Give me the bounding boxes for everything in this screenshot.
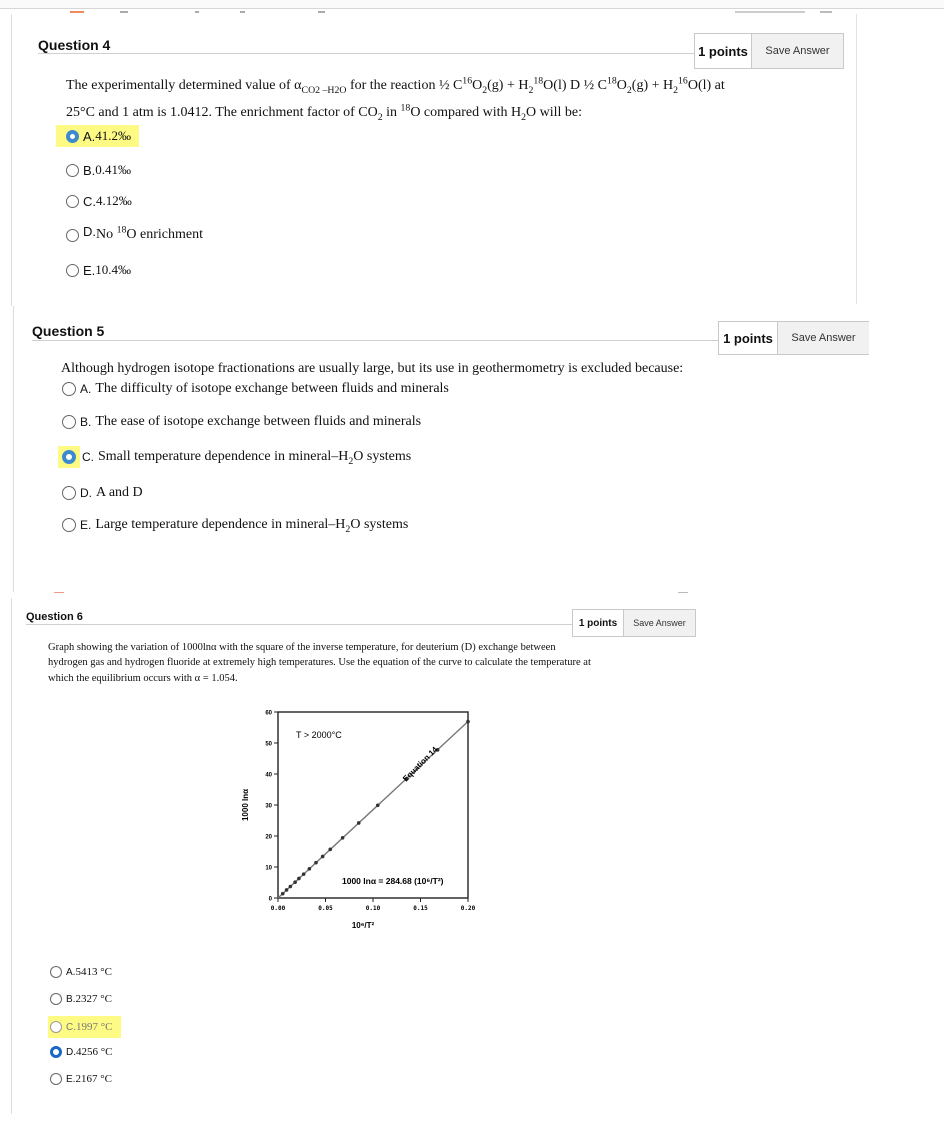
data-point (341, 836, 345, 840)
x-tick-label: 0.05 (318, 905, 333, 912)
option-a[interactable]: A. The difficulty of isotope exchange between fluids and minerals (62, 381, 449, 397)
x-axis-label: 10⁶/T² (351, 921, 375, 930)
fit-line (278, 721, 468, 898)
radio-selected[interactable] (62, 450, 76, 464)
radio[interactable] (62, 382, 76, 396)
y-tick-label: 10 (265, 865, 272, 872)
save-answer-button[interactable]: Save Answer (777, 322, 869, 354)
radio[interactable] (66, 195, 79, 208)
points-label: 1 points (578, 617, 618, 629)
annotation-equation-label: Equation 14 (401, 744, 440, 784)
option-a[interactable]: A. 5413 °C (50, 966, 112, 978)
radio[interactable] (62, 415, 76, 429)
option-e[interactable]: E. 2167 °C (50, 1073, 112, 1085)
data-point (376, 804, 380, 808)
option-b[interactable]: B. The ease of isotope exchange between fluids and minerals (62, 414, 421, 430)
data-point (289, 885, 293, 889)
x-tick-label: 0.00 (270, 905, 286, 912)
question-text: Although hydrogen isotope fractionations are usually large, but its use in geothermometry is excluded because: (61, 361, 684, 376)
annotation-temperature: T > 2000°C (296, 730, 342, 740)
data-point (293, 880, 297, 884)
radio[interactable] (66, 164, 79, 177)
radio[interactable] (66, 264, 79, 277)
question-title: Question 6 (26, 611, 83, 623)
option-c[interactable]: C. Small temperature dependence in mineral–$H_2O$ systems (58, 446, 411, 468)
data-point (281, 892, 285, 896)
y-tick-label: 0 (268, 896, 272, 903)
x-tick-label: 0.15 (413, 905, 428, 912)
points-box (694, 33, 844, 69)
radio[interactable] (62, 486, 76, 500)
y-tick-label: 60 (265, 710, 272, 717)
top-cutoff-marks (0, 7, 944, 15)
radio[interactable] (66, 229, 79, 242)
option-b[interactable]: B. 2327 °C (50, 993, 112, 1005)
question-text-line2: 25°C and 1 atm is 1.0412. The enrichment factor of $CO_2$ in $^{18}$O compared with $H_2O$ will be: (66, 102, 583, 123)
option-d[interactable]: D. A and D (62, 485, 143, 501)
title-divider (26, 624, 572, 625)
deuterium-fractionation-chart (230, 700, 490, 940)
option-c[interactable]: C. 4.12‰ (66, 193, 132, 209)
question-text-line2: hydrogen gas and hydrogen fluoride at extremely high temperatures. Use the equation of the curve to calculate the temperature at (48, 657, 591, 668)
data-point (328, 848, 332, 852)
save-answer-button[interactable]: Save Answer (751, 34, 843, 68)
option-a[interactable]: A. 41.2‰ (56, 125, 139, 147)
data-point (314, 861, 318, 865)
question-text: The experimentally determined value of $\alpha_{CO2 -H2O}$ for the reaction ½ $C^{16}O_2(g) + H_2^{18}O(l)$ D ½ $C^{18}O_2(g) + H_2^{16}O(l)$ at (66, 75, 725, 96)
points-label: 1 points (723, 330, 773, 346)
radio[interactable] (50, 1073, 62, 1085)
data-point (466, 720, 470, 724)
points-box (572, 609, 696, 637)
question-title: Question 4 (38, 37, 111, 53)
question-title: Question 5 (32, 323, 105, 339)
points-label: 1 points (698, 43, 748, 59)
data-point (321, 855, 325, 859)
radio[interactable] (50, 966, 62, 978)
y-tick-label: 40 (265, 772, 272, 779)
radio[interactable] (62, 518, 76, 532)
y-axis-label: 1000 lnα (241, 788, 250, 822)
option-d[interactable]: D. 4256 °C (50, 1046, 113, 1058)
x-tick-label: 0.10 (365, 905, 381, 912)
data-point (308, 867, 312, 871)
radio[interactable] (50, 993, 62, 1005)
option-e[interactable]: E. Large temperature dependence in mineral–$H_2O$ systems (62, 517, 408, 533)
y-tick-label: 30 (265, 803, 272, 810)
save-answer-button[interactable]: Save Answer (623, 610, 695, 636)
question-text-line3: which the equilibrium occurs with α = 1.054. (48, 673, 238, 684)
question-text: Graph showing the variation of 1000lnα with the square of the inverse temperature, for deuterium (D) exchange between (48, 642, 556, 653)
y-tick-label: 20 (265, 834, 272, 841)
option-d[interactable]: D. No $^{18}$O enrichment (66, 227, 203, 243)
radio-selected[interactable] (50, 1046, 62, 1058)
x-tick-label: 0.20 (460, 905, 476, 912)
data-point (285, 888, 289, 892)
points-box (718, 321, 869, 355)
option-c[interactable]: C. 1997 °C (48, 1016, 121, 1038)
data-point (357, 821, 361, 825)
option-e[interactable]: E. 10.4‰ (66, 262, 131, 278)
option-b[interactable]: B. 0.41‰ (66, 162, 131, 178)
radio[interactable] (50, 1021, 62, 1033)
title-divider (32, 340, 718, 341)
y-tick-label: 50 (265, 741, 272, 748)
title-divider (38, 53, 694, 54)
data-point (302, 872, 306, 876)
data-point (297, 877, 301, 881)
radio-selected[interactable] (66, 130, 79, 143)
annotation-equation: 1000 lnα = 284.68 (10⁶/T²) (342, 876, 444, 886)
